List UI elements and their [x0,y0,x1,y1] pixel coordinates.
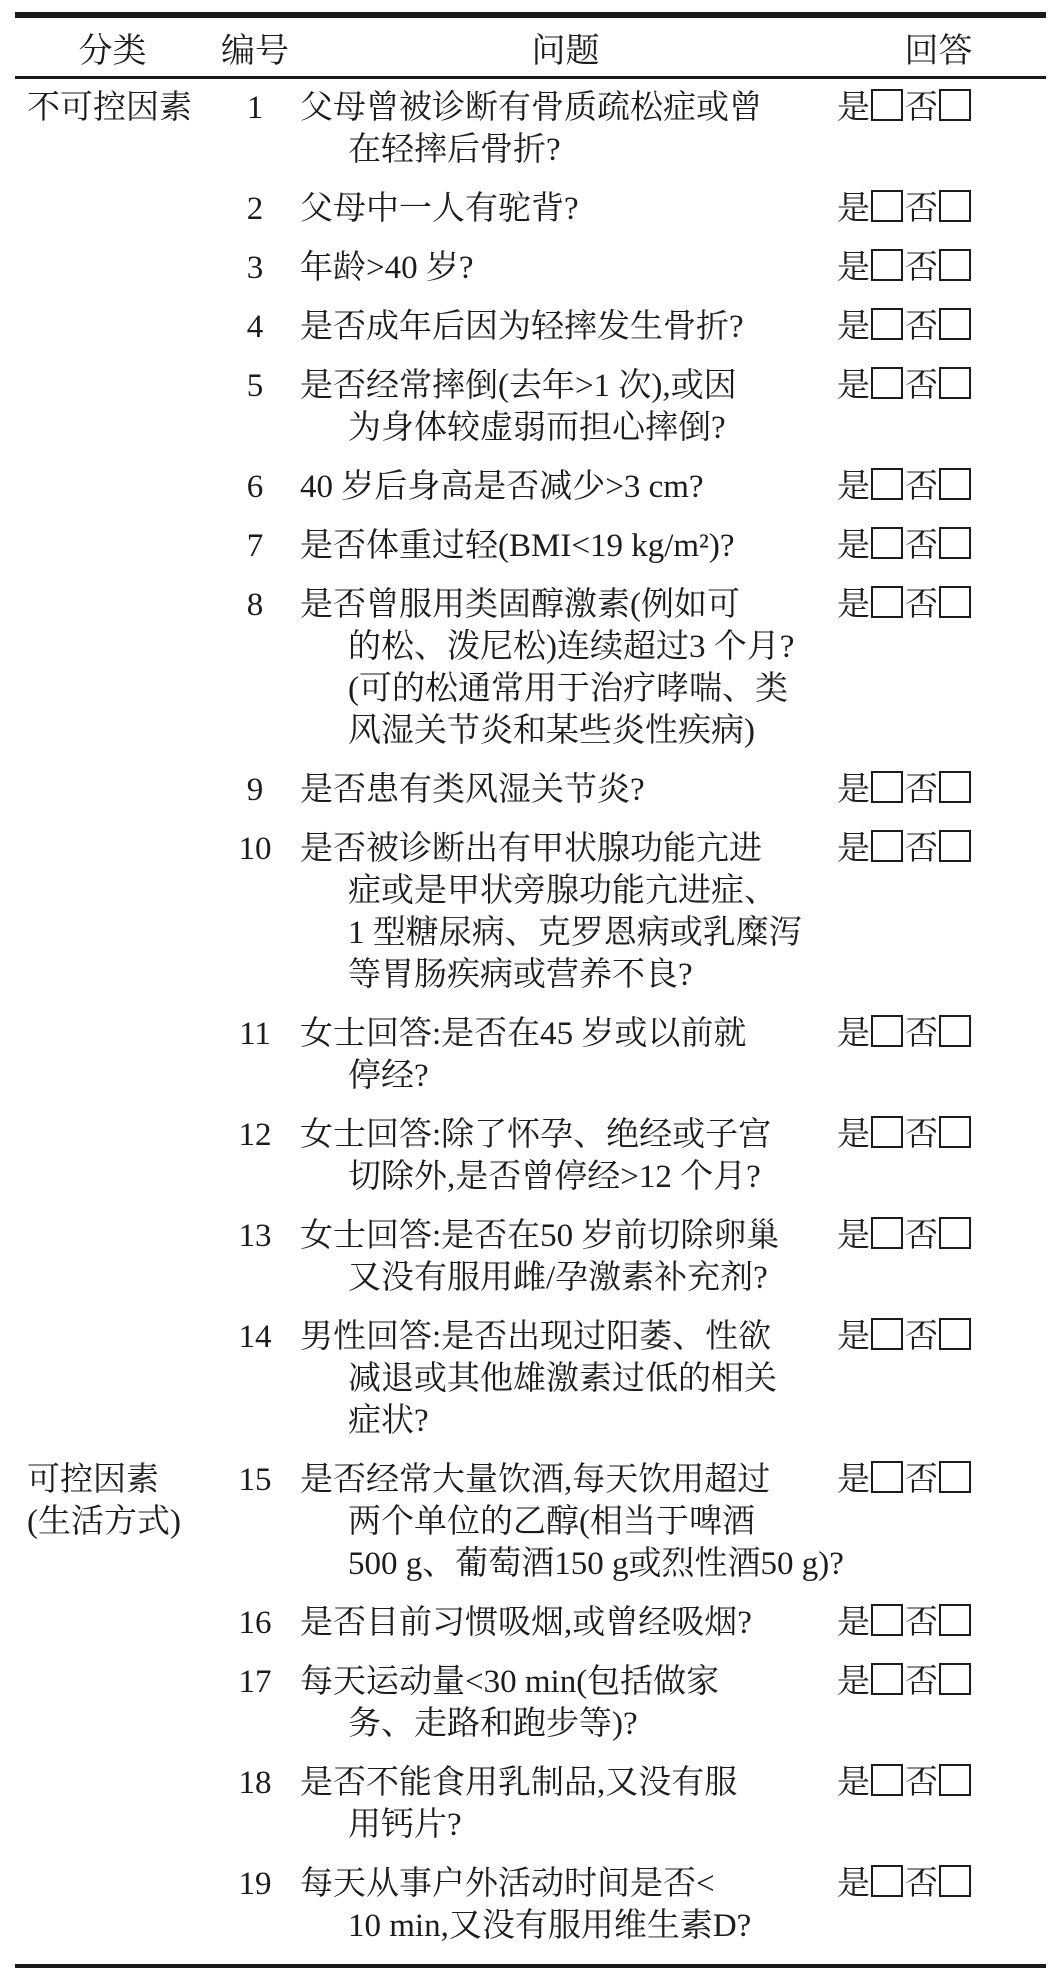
answer-cell [831,525,1046,567]
no-checkbox[interactable] [939,586,971,618]
answer-cell [831,188,1046,230]
yes-checkbox[interactable] [871,586,903,618]
question-line: 每天运动量<30 min(包括做家 [300,1664,720,1700]
no-checkbox[interactable] [939,1116,971,1148]
question-cell [300,247,831,289]
category-label: 不可控因素 [27,90,192,126]
question-number: 13 [238,1218,272,1254]
question-cell [300,1013,831,1097]
number-cell [210,1863,300,1905]
question-number: 4 [246,309,264,345]
number-cell [210,1602,300,1644]
table-body [15,79,1046,1947]
question-cell [300,1661,831,1745]
no-checkbox[interactable] [939,468,971,500]
number-cell [210,247,300,289]
yes-checkbox[interactable] [871,308,903,340]
question-line: 症或是甲状旁腺功能亢进症、 [348,873,777,909]
category-cell [15,87,210,129]
number-cell [210,466,300,508]
table-row [15,1215,1046,1299]
question-number: 14 [238,1319,272,1355]
table-row [15,769,1046,811]
no-label: 否 [905,772,938,808]
answer-cell [831,1762,1046,1804]
question-number: 7 [246,528,264,564]
yes-checkbox[interactable] [871,367,903,399]
question-cell [300,769,831,811]
question-cell [300,306,831,348]
question-line: 减退或其他雄激素过低的相关 [348,1361,777,1397]
question-cell [300,188,831,230]
header-answer: 回答 [904,32,973,70]
question-cell [300,1215,831,1299]
question-line: 年龄>40 岁? [300,250,474,286]
question-line: 停经? [348,1058,429,1094]
question-line: 切除外,是否曾停经>12 个月? [348,1159,761,1195]
yes-label: 是 [837,1866,870,1902]
header-question: 问题 [531,32,600,70]
yes-label: 是 [837,1117,870,1153]
question-cell [300,466,831,508]
yes-label: 是 [837,772,870,808]
yes-checkbox[interactable] [871,830,903,862]
question-number: 8 [246,587,264,623]
question-line: 是否体重过轻(BMI<19 kg/m²)? [300,528,735,564]
question-line: 是否经常摔倒(去年>1 次),或因 [300,368,737,404]
no-checkbox[interactable] [939,249,971,281]
category-cell [15,1459,210,1543]
no-label: 否 [905,1218,938,1254]
no-label: 否 [905,469,938,505]
table-row [15,87,1046,171]
yes-label: 是 [837,1765,870,1801]
no-checkbox[interactable] [939,527,971,559]
question-line: 是否患有类风湿关节炎? [300,772,645,808]
no-checkbox[interactable] [939,1461,971,1493]
question-line: 500 g、葡萄酒150 g或烈性酒50 g)? [348,1546,844,1582]
no-label: 否 [905,1462,938,1498]
yes-label: 是 [837,587,870,623]
no-checkbox[interactable] [939,1604,971,1636]
question-line: 父母中一人有驼背? [300,191,579,227]
yes-checkbox[interactable] [871,1663,903,1695]
no-checkbox[interactable] [939,367,971,399]
number-cell [210,1459,300,1501]
question-line: 用钙片? [348,1807,462,1843]
yes-checkbox[interactable] [871,249,903,281]
number-cell [210,1114,300,1156]
yes-checkbox[interactable] [871,1604,903,1636]
table-row [15,1602,1046,1644]
yes-checkbox[interactable] [871,89,903,121]
no-label: 否 [905,1605,938,1641]
yes-label: 是 [837,368,870,404]
question-line: (可的松通常用于治疗哮喘、类 [348,671,788,707]
table-row [15,1013,1046,1097]
question-number: 2 [246,191,264,227]
question-line: 是否不能食用乳制品,又没有服 [300,1765,738,1801]
yes-label: 是 [837,250,870,286]
question-number: 19 [238,1866,272,1902]
question-number: 5 [246,368,264,404]
question-cell [300,584,831,752]
no-label: 否 [905,1664,938,1700]
yes-checkbox[interactable] [871,1217,903,1249]
no-label: 否 [905,1117,938,1153]
question-line: 是否经常大量饮酒,每天饮用超过 [300,1462,771,1498]
question-line: 父母曾被诊断有骨质疏松症或曾 [300,90,762,126]
question-cell [300,87,831,171]
table-row [15,1661,1046,1745]
answer-cell [831,306,1046,348]
table-row [15,1863,1046,1947]
answer-cell [831,87,1046,129]
question-line: 是否成年后因为轻摔发生骨折? [300,309,744,345]
number-cell [210,365,300,407]
header-category: 分类 [78,32,147,70]
no-label: 否 [905,309,938,345]
number-cell [210,828,300,870]
table-row [15,828,1046,996]
table-row [15,1114,1046,1198]
yes-checkbox[interactable] [871,468,903,500]
question-line: 是否被诊断出有甲状腺功能亢进 [300,831,762,867]
yes-label: 是 [837,309,870,345]
no-label: 否 [905,831,938,867]
question-line: 40 岁后身高是否减少>3 cm? [300,469,704,505]
yes-label: 是 [837,1218,870,1254]
yes-checkbox[interactable] [871,1015,903,1047]
no-checkbox[interactable] [939,1865,971,1897]
number-cell [210,1215,300,1257]
yes-checkbox[interactable] [871,771,903,803]
yes-label: 是 [837,1462,870,1498]
table-bottom-rule [15,1964,1046,1968]
question-line: 男性回答:是否出现过阳萎、性欲 [300,1319,772,1355]
yes-label: 是 [837,1664,870,1700]
yes-checkbox[interactable] [871,190,903,222]
question-cell [300,1602,831,1644]
yes-label: 是 [837,528,870,564]
question-line: 女士回答:是否在50 岁前切除卵巢 [300,1218,780,1254]
question-line: 务、走路和跑步等)? [348,1706,638,1742]
number-cell [210,87,300,129]
yes-checkbox[interactable] [871,1764,903,1796]
no-checkbox[interactable] [939,89,971,121]
number-cell [210,1316,300,1358]
answer-cell [831,769,1046,811]
question-line: 的松、泼尼松)连续超过3 个月? [348,629,795,665]
no-checkbox[interactable] [939,1318,971,1350]
table-row [15,247,1046,289]
header-number: 编号 [221,32,289,70]
number-cell [210,188,300,230]
question-number: 16 [238,1605,272,1641]
question-line: 在轻摔后骨折? [348,132,561,168]
no-checkbox[interactable] [939,830,971,862]
category-label: (生活方式) [27,1504,181,1540]
table-row [15,188,1046,230]
question-line: 1 型糖尿病、克罗恩病或乳糜泻 [348,915,802,951]
category-label: 可控因素 [27,1462,159,1498]
question-cell [300,365,831,449]
answer-cell [831,1013,1046,1055]
question-line: 为身体较虚弱而担心摔倒? [348,410,726,446]
question-number: 12 [238,1117,272,1153]
question-number: 17 [238,1664,272,1700]
risk-questionnaire-table [15,12,1046,1968]
yes-label: 是 [837,1016,870,1052]
number-cell [210,525,300,567]
no-label: 否 [905,250,938,286]
yes-label: 是 [837,1605,870,1641]
answer-cell [831,584,1046,626]
table-row [15,365,1046,449]
question-cell [300,1459,844,1585]
answer-cell [831,1459,1046,1501]
yes-label: 是 [837,191,870,227]
no-label: 否 [905,1765,938,1801]
no-label: 否 [905,1866,938,1902]
question-line: 两个单位的乙醇(相当于啤酒 [348,1504,755,1540]
no-label: 否 [905,528,938,564]
question-cell [300,1863,831,1947]
no-checkbox[interactable] [939,771,971,803]
number-cell [210,769,300,811]
question-number: 11 [239,1016,271,1052]
yes-checkbox[interactable] [871,1318,903,1350]
no-label: 否 [905,90,938,126]
question-line: 女士回答:是否在45 岁或以前就 [300,1016,747,1052]
answer-cell [831,1114,1046,1156]
yes-checkbox[interactable] [871,1461,903,1493]
table-row [15,1316,1046,1442]
number-cell [210,306,300,348]
question-number: 6 [246,469,264,505]
answer-cell [831,365,1046,407]
question-line: 症状? [348,1403,429,1439]
table-row [15,1459,1046,1585]
no-label: 否 [905,368,938,404]
no-checkbox[interactable] [939,1217,971,1249]
question-line: 等胃肠疾病或营养不良? [348,957,693,993]
yes-label: 是 [837,469,870,505]
question-cell [300,1114,831,1198]
question-line: 10 min,又没有服用维生素D? [348,1908,752,1944]
no-checkbox[interactable] [939,1015,971,1047]
question-number: 3 [246,250,264,286]
table-row [15,525,1046,567]
answer-cell [831,1215,1046,1257]
question-line: 每天从事户外活动时间是否< [300,1866,715,1902]
answer-cell [831,1602,1046,1644]
number-cell [210,1762,300,1804]
answer-cell [831,247,1046,289]
table-row [15,1762,1046,1846]
no-label: 否 [905,191,938,227]
yes-checkbox[interactable] [871,1116,903,1148]
number-cell [210,1013,300,1055]
question-number: 15 [238,1462,272,1498]
answer-cell [831,1316,1046,1358]
yes-label: 是 [837,1319,870,1355]
question-number: 18 [238,1765,272,1801]
question-line: 女士回答:除了怀孕、绝经或子宫 [300,1117,772,1153]
question-cell [300,525,831,567]
question-line: 又没有服用雌/孕激素补充剂? [348,1260,768,1296]
table-header-row [15,18,1046,76]
answer-cell [831,466,1046,508]
question-line: 是否曾服用类固醇激素(例如可 [300,587,740,623]
table-row [15,466,1046,508]
question-cell [300,1316,831,1442]
question-number: 9 [246,772,264,808]
no-label: 否 [905,1016,938,1052]
no-checkbox[interactable] [939,1764,971,1796]
table-row [15,584,1046,752]
table-row [15,306,1046,348]
number-cell [210,1661,300,1703]
yes-label: 是 [837,831,870,867]
no-checkbox[interactable] [939,308,971,340]
question-number: 1 [246,90,264,126]
question-line: 是否目前习惯吸烟,或曾经吸烟? [300,1605,752,1641]
question-number: 10 [238,831,272,867]
question-cell [300,1762,831,1846]
no-checkbox[interactable] [939,1663,971,1695]
yes-label: 是 [837,90,870,126]
question-cell [300,828,831,996]
answer-cell [831,1661,1046,1703]
answer-cell [831,1863,1046,1905]
no-label: 否 [905,587,938,623]
no-label: 否 [905,1319,938,1355]
answer-cell [831,828,1046,870]
yes-checkbox[interactable] [871,527,903,559]
no-checkbox[interactable] [939,190,971,222]
question-line: 风湿关节炎和某些炎性疾病) [348,713,755,749]
number-cell [210,584,300,626]
yes-checkbox[interactable] [871,1865,903,1897]
